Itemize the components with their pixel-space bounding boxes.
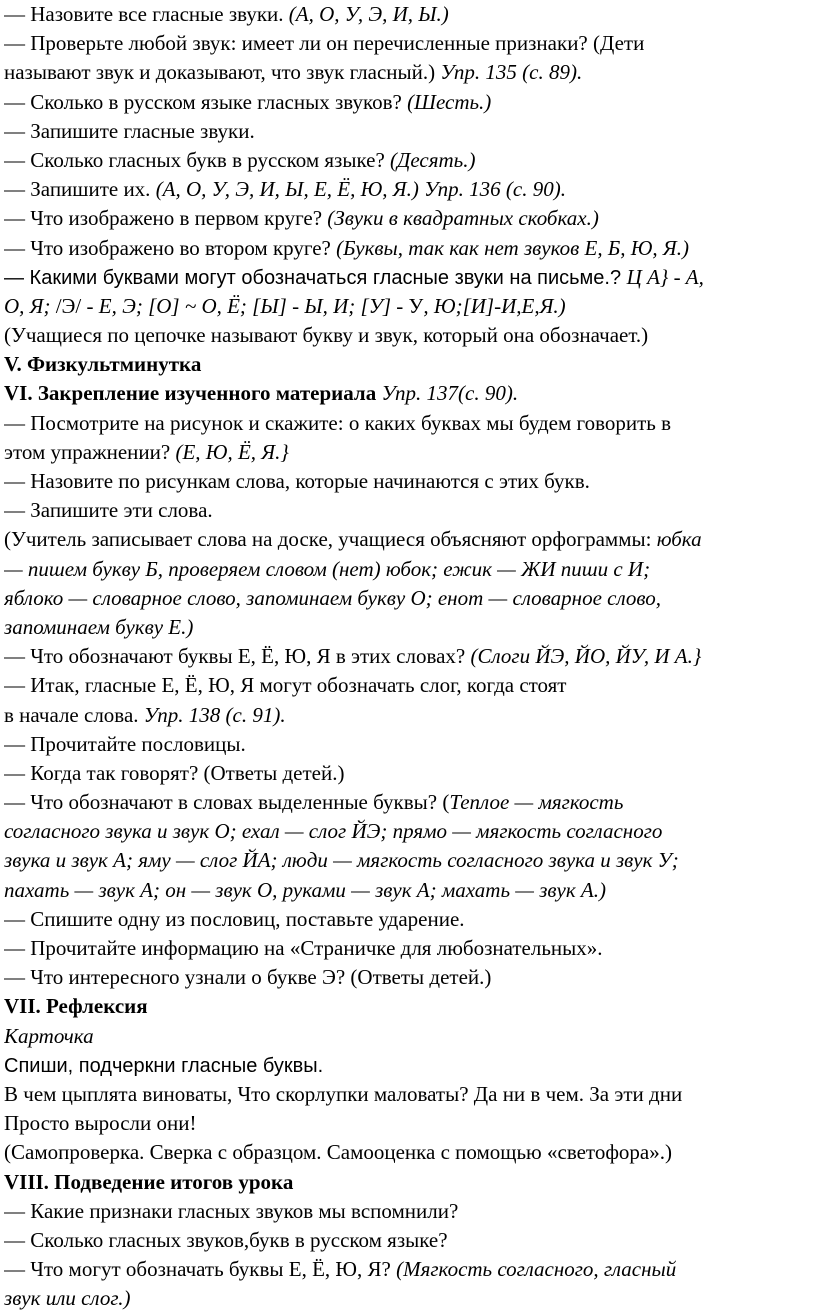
answer-text: юбка xyxy=(656,527,702,552)
section-heading xyxy=(4,1168,816,1197)
text-line xyxy=(4,759,816,788)
text-line xyxy=(4,905,816,934)
text: — Сколько гласных звуков,букв в русском языке? xyxy=(4,1227,448,1252)
text-line xyxy=(4,642,816,671)
text-line xyxy=(4,117,816,146)
text: (Учитель записывает слова на доске, учащиеся объясняют орфограммы: xyxy=(4,527,657,552)
text-line xyxy=(4,613,816,642)
text-line xyxy=(4,321,816,350)
text-line xyxy=(4,1022,816,1051)
section-heading xyxy=(4,992,816,1021)
text-line xyxy=(4,438,816,467)
text: — Когда так говорят? (Ответы детей.) xyxy=(4,760,345,785)
text: — Запишите их. xyxy=(4,177,156,202)
heading-text: VII. Рефлексия xyxy=(4,994,148,1019)
text-line xyxy=(4,876,816,905)
text-line xyxy=(4,1080,816,1109)
text-line xyxy=(4,204,816,233)
text-line xyxy=(4,467,816,496)
answer-text: (Буквы, так как нет звуков Е, Б, Ю, Я.) xyxy=(336,235,689,260)
text-line xyxy=(4,29,816,58)
heading-text: VIII. Подведение итогов урока xyxy=(4,1169,294,1194)
text: — Сколько в русском языке гласных звуков? xyxy=(4,89,408,114)
text: — Назовите по рисункам слова, которые начинаются с этих букв. xyxy=(4,469,590,493)
text-line xyxy=(4,146,816,175)
text-line xyxy=(4,58,816,87)
answer-text: , Ю;[И]-И,Е,Я.) xyxy=(423,293,566,318)
answer-text: (А, О, У, Э, И, Ы, Е, Ё, Ю, Я.) Упр. 136 (с. 90). xyxy=(155,177,566,202)
answer-text: пахать — звук А; он — звук О, руками — звук А; махать — звук А.) xyxy=(4,877,606,902)
text: — Что могут обозначать буквы Е, Ё, Ю, Я? xyxy=(4,1257,397,1282)
text: — Посмотрите на рисунок и скажите: о каких буквах мы будем говорить в xyxy=(4,410,672,435)
text: Просто выросли они! xyxy=(4,1111,197,1136)
answer-text: (Десять.) xyxy=(390,147,476,172)
text: — Итак, гласные Е, Ё, Ю, Я могут обозначать слог, когда стоят xyxy=(4,673,567,698)
text: — Что обозначают в словах выделенные буквы? ( xyxy=(4,790,450,815)
text-line xyxy=(4,496,816,525)
answer-text: (Слоги ЙЭ, ЙО, ЙУ, И А.} xyxy=(470,644,702,669)
heading-text: V. Физкультминутка xyxy=(4,352,202,377)
text-line xyxy=(4,817,816,846)
text: называют звук и доказывают, что звук гласный.) xyxy=(4,60,441,85)
exercise-ref: Упр. 138 (с. 91). xyxy=(143,702,286,727)
text-line xyxy=(4,788,816,817)
text-line xyxy=(4,846,816,875)
text: — Какие признаки гласных звуков мы вспомнили? xyxy=(4,1198,459,1223)
text: — Запишите эти слова. xyxy=(4,498,213,523)
text: — Спишите одну из пословиц, поставьте ударение. xyxy=(4,906,465,931)
answer-text: (Мягкость согласного, гласный xyxy=(396,1257,677,1282)
answer-text: яблоко — словарное слово, запоминаем букву О; енот — словарное слово, xyxy=(4,585,661,610)
text: — Что обозначают буквы Е, Ё, Ю, Я в этих словах? xyxy=(4,644,471,669)
text-line xyxy=(4,963,816,992)
text-line xyxy=(4,1284,816,1313)
text-line xyxy=(4,175,816,204)
text: — Что изображено во втором круге? xyxy=(4,235,337,260)
text: — Запишите гласные звуки. xyxy=(4,118,255,143)
text: — Назовите все гласные звуки. xyxy=(4,2,289,26)
answer-text: (А, О, У, Э, И, Ы.) xyxy=(288,2,449,26)
answer-text: согласного звука и звук О; ехал — слог ЙЭ; прямо — мягкость согласного xyxy=(4,819,663,844)
text-line xyxy=(4,234,816,263)
text-line xyxy=(4,701,816,730)
answer-text: Е, Э; [О] ~ О, Ё; [Ы] - Ы, И; [У] - xyxy=(98,293,409,318)
answer-text: (Шесть.) xyxy=(407,89,492,114)
text-line xyxy=(4,1255,816,1284)
text-line xyxy=(4,263,816,292)
text: — Какими буквами могут обозначаться гласные звуки на письме.? xyxy=(4,266,627,289)
text-line xyxy=(4,934,816,963)
text-line xyxy=(4,1109,816,1138)
answer-text: запоминаем букву Е.) xyxy=(4,614,194,639)
text: — Что изображено в первом круге? xyxy=(4,206,328,231)
answer-text: (Звуки в квадратных скобках.) xyxy=(327,206,599,231)
text: — Проверьте любой звук: имеет ли он перечисленные признаки? (Дети xyxy=(4,31,645,56)
section-heading xyxy=(4,379,816,408)
text: В чем цыплята виноваты, Что скорлупки маловаты? Да ни в чем. За эти дни xyxy=(4,1081,683,1106)
text-line xyxy=(4,292,816,321)
text-line xyxy=(4,584,816,613)
text: (Учащиеся по цепочке называют букву и звук, который она обозначает.) xyxy=(4,323,649,348)
text: — Прочитайте пословицы. xyxy=(4,731,246,756)
answer-text: (Е, Ю, Ё, Я.} xyxy=(175,439,289,464)
text: в начале слова. xyxy=(4,702,144,727)
answer-text: звук или слог.) xyxy=(4,1286,131,1311)
text-line xyxy=(4,555,816,584)
text: — Сколько гласных букв в русском языке? xyxy=(4,147,391,172)
heading-text: VI. Закрепление изученного материала xyxy=(4,381,382,406)
text: /Э/ - xyxy=(55,293,99,318)
text-line xyxy=(4,1226,816,1255)
text-line xyxy=(4,730,816,759)
answer-text: звука и звук А; яму — слог ЙА; люди — мягкость согласного звука и звук У; xyxy=(4,848,679,873)
exercise-ref: Упр. 137(с. 90). xyxy=(381,381,519,406)
text: — Что интересного узнали о букве Э? (Ответы детей.) xyxy=(4,965,492,990)
answer-text: О, Я; xyxy=(4,293,56,318)
text-line xyxy=(4,88,816,117)
text-line xyxy=(4,1197,816,1226)
text-line xyxy=(4,671,816,700)
card-instruction: Спиши, подчеркни гласные буквы. xyxy=(4,1054,324,1077)
section-heading xyxy=(4,350,816,379)
text: — Прочитайте информацию на «Страничке для любознательных». xyxy=(4,936,603,960)
answer-text: Теплое — мягкость xyxy=(449,790,624,815)
exercise-ref: Упр. 135 (с. 89). xyxy=(440,60,583,85)
text-line xyxy=(4,1138,816,1167)
text-line xyxy=(4,525,816,554)
answer-text: — пишем букву Б, проверяем словом (нет) юбок; ежик — ЖИ пиши с И; xyxy=(4,556,651,581)
text-line xyxy=(4,1051,816,1080)
text: У xyxy=(408,293,424,318)
text-line xyxy=(4,409,816,438)
answer-text: Ц А} - А, xyxy=(626,264,704,289)
text-line xyxy=(4,0,816,29)
text: этом упражнении? xyxy=(4,439,176,464)
card-label: Карточка xyxy=(4,1023,94,1048)
text: (Самопроверка. Сверка с образцом. Самооценка с помощью «светофора».) xyxy=(4,1140,673,1165)
